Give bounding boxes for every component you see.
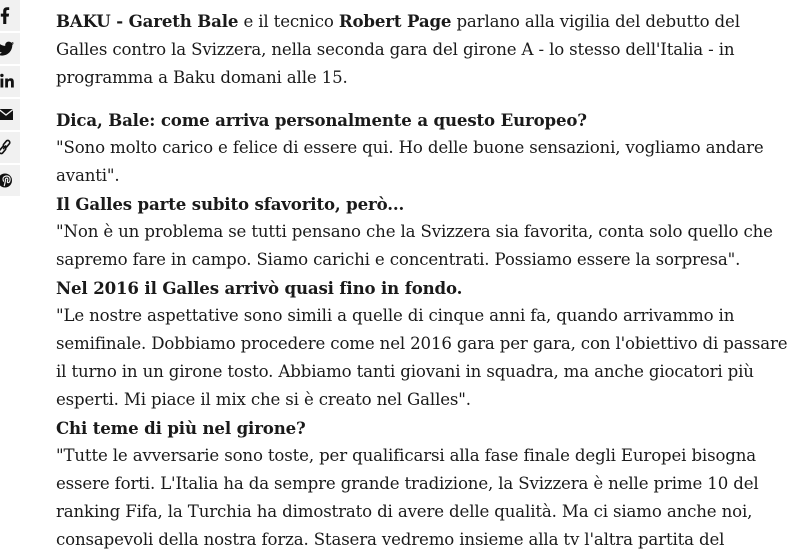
interview-answer: "Tutte le avversarie sono toste, per qualificarsi alla fase finale degli Europei bisogna essere forti. L'Italia ha da sempre grande tradizione, la Svizzera è nelle prime 10 del ranking Fifa, la Turchia ha dimostrato di avere delle qualità. Ma ci siamo anche noi, consapevoli della nostra forza. Stasera vedremo insieme alla tv l'altra partita del (56, 446, 759, 549)
linkedin-icon (0, 66, 20, 97)
interview-answer: "Sono molto carico e felice di essere qui. Ho delle buone sensazioni, vogliamo andare avanti". (56, 138, 764, 185)
facebook-icon (0, 0, 20, 31)
twitter-icon (0, 33, 20, 64)
share-pinterest-button[interactable] (0, 165, 20, 196)
pinterest-icon (0, 165, 20, 196)
player-name: Gareth Bale (128, 11, 239, 31)
dateline: BAKU (56, 11, 111, 31)
interview-answer: "Non è un problema se tutti pensano che la Svizzera sia favorita, conta solo quello che sapremo fare in campo. Siamo carichi e concentrati. Possiamo essere la sorpresa". (56, 222, 773, 269)
coach-name: Robert Page (338, 11, 452, 31)
share-rail (0, 0, 20, 198)
article-body (56, 7, 796, 553)
share-email-button[interactable] (0, 99, 20, 130)
share-facebook-button[interactable] (0, 0, 20, 31)
interview-question: Dica, Bale: come arriva personalmente a questo Europeo? (56, 110, 587, 130)
share-link-button[interactable] (0, 132, 20, 163)
share-linkedin-button[interactable] (0, 66, 20, 97)
lead-text-1: e il tecnico (238, 12, 339, 31)
interview-question: Nel 2016 il Galles arrivò quasi fino in fondo. (56, 278, 463, 298)
interview-question: Chi teme di più nel girone? (56, 418, 306, 438)
link-icon (0, 132, 20, 163)
interview-question: Il Galles parte subito sfavorito, però... (56, 194, 405, 214)
dateline-separator: - (110, 11, 129, 31)
share-twitter-button[interactable] (0, 33, 20, 64)
email-icon (0, 99, 20, 130)
interview-answer: "Le nostre aspettative sono simili a quelle di cinque anni fa, quando arrivammo in semifinale. Dobbiamo procedere come nel 2016 gara per gara, con l'obiettivo di passare il turno in un girone tosto. Abbiamo tanti giovani in squadra, ma anche giocatori più esperti. Mi piace il mix che si è creato nel Galles". (56, 306, 788, 409)
article-lead (56, 7, 796, 92)
lead-text-2: parlano alla vigilia del debutto del Galles contro la Svizzera, nella seconda gara del girone A - lo stesso dell'Italia - in programma a Baku domani alle 15. (56, 12, 740, 87)
